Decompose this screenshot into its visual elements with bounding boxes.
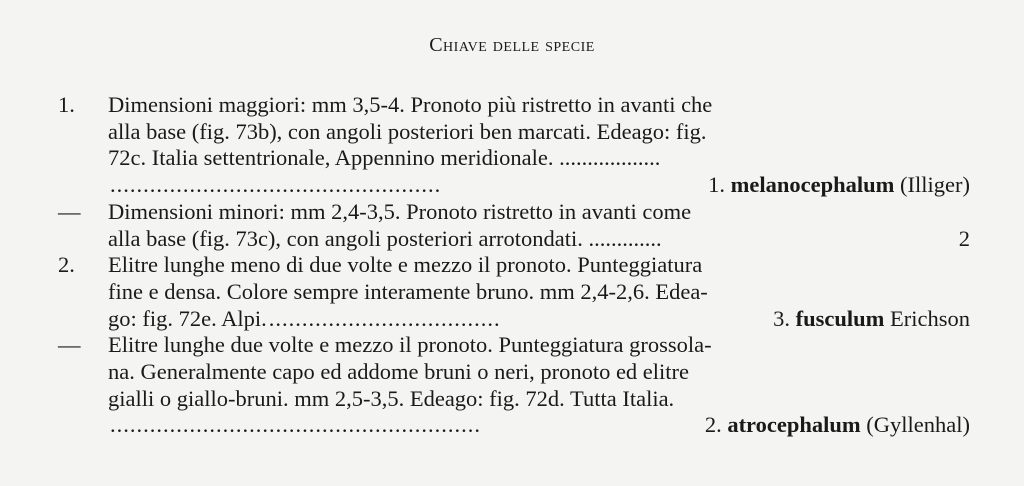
- species-author: (Gyllenhal): [866, 412, 970, 438]
- entry-line: go: fig. 72e. Alpi.: [108, 305, 267, 331]
- species-key: [58, 92, 970, 439]
- entry-line: gialli o giallo-bruni. mm 2,5-3,5. Edeago: fig. 72d. Tutta Italia.: [108, 385, 675, 411]
- species-name: atrocephalum: [727, 412, 861, 438]
- entry-line: Elitre lunghe meno di due volte e mezzo il pronoto. Punteggiatura: [108, 252, 703, 278]
- entry-line: alla base (fig. 73c), con angoli posteriori arrotondati. .............: [108, 225, 662, 251]
- entry-marker: —: [58, 198, 81, 224]
- species-author: (Illiger): [900, 172, 970, 198]
- entry-result-line: [108, 172, 970, 199]
- entry-result-line: [108, 226, 970, 253]
- species-name: fusculum: [795, 305, 885, 331]
- result-number: 3.: [773, 305, 790, 331]
- entry-marker: —: [58, 332, 81, 358]
- leader-dots: ........................................................: [110, 412, 481, 438]
- result-number: 2.: [704, 412, 722, 438]
- key-entry-1: [58, 92, 970, 199]
- entry-result-line: [108, 412, 970, 439]
- entry-line: 72c. Italia settentrionale, Appennino meridionale. ..................: [108, 145, 661, 171]
- key-entry-1-alt: [58, 199, 970, 252]
- leader-dots: ..................................................: [110, 172, 442, 198]
- entry-line: fine e densa. Colore sempre interamente bruno. mm 2,4-2,6. Edea-: [108, 278, 708, 304]
- entry-marker: 2.: [58, 252, 75, 278]
- entry-result-line: [108, 306, 970, 333]
- species-name: melanocephalum: [730, 172, 895, 198]
- key-entry-2-alt: [58, 332, 970, 439]
- entry-result: [708, 172, 970, 199]
- entry-line: Elitre lunghe due volte e mezzo il pronoto. Punteggiatura grossola-: [108, 332, 712, 358]
- leader-dots: ...................................: [268, 305, 501, 331]
- entry-line: Dimensioni minori: mm 2,4-3,5. Pronoto ristretto in avanti come: [108, 198, 692, 224]
- entry-result: [705, 412, 970, 439]
- entry-line: alla base (fig. 73b), con angoli posteriori ben marcati. Edeago: fig.: [108, 118, 707, 144]
- entry-line: na. Generalmente capo ed addome bruni o neri, pronoto ed elitre: [108, 359, 690, 385]
- entry-result: [773, 306, 970, 333]
- result-number: 1.: [708, 172, 726, 198]
- species-author: Erichson: [890, 305, 970, 331]
- entry-marker: 1.: [58, 92, 75, 117]
- entry-line: Dimensioni maggiori: mm 3,5-4. Pronoto più ristretto in avanti che: [108, 92, 713, 117]
- page-title: Chiave delle specie: [429, 34, 595, 56]
- key-entry-2: [58, 252, 970, 332]
- next-couplet-number: 2: [958, 225, 970, 251]
